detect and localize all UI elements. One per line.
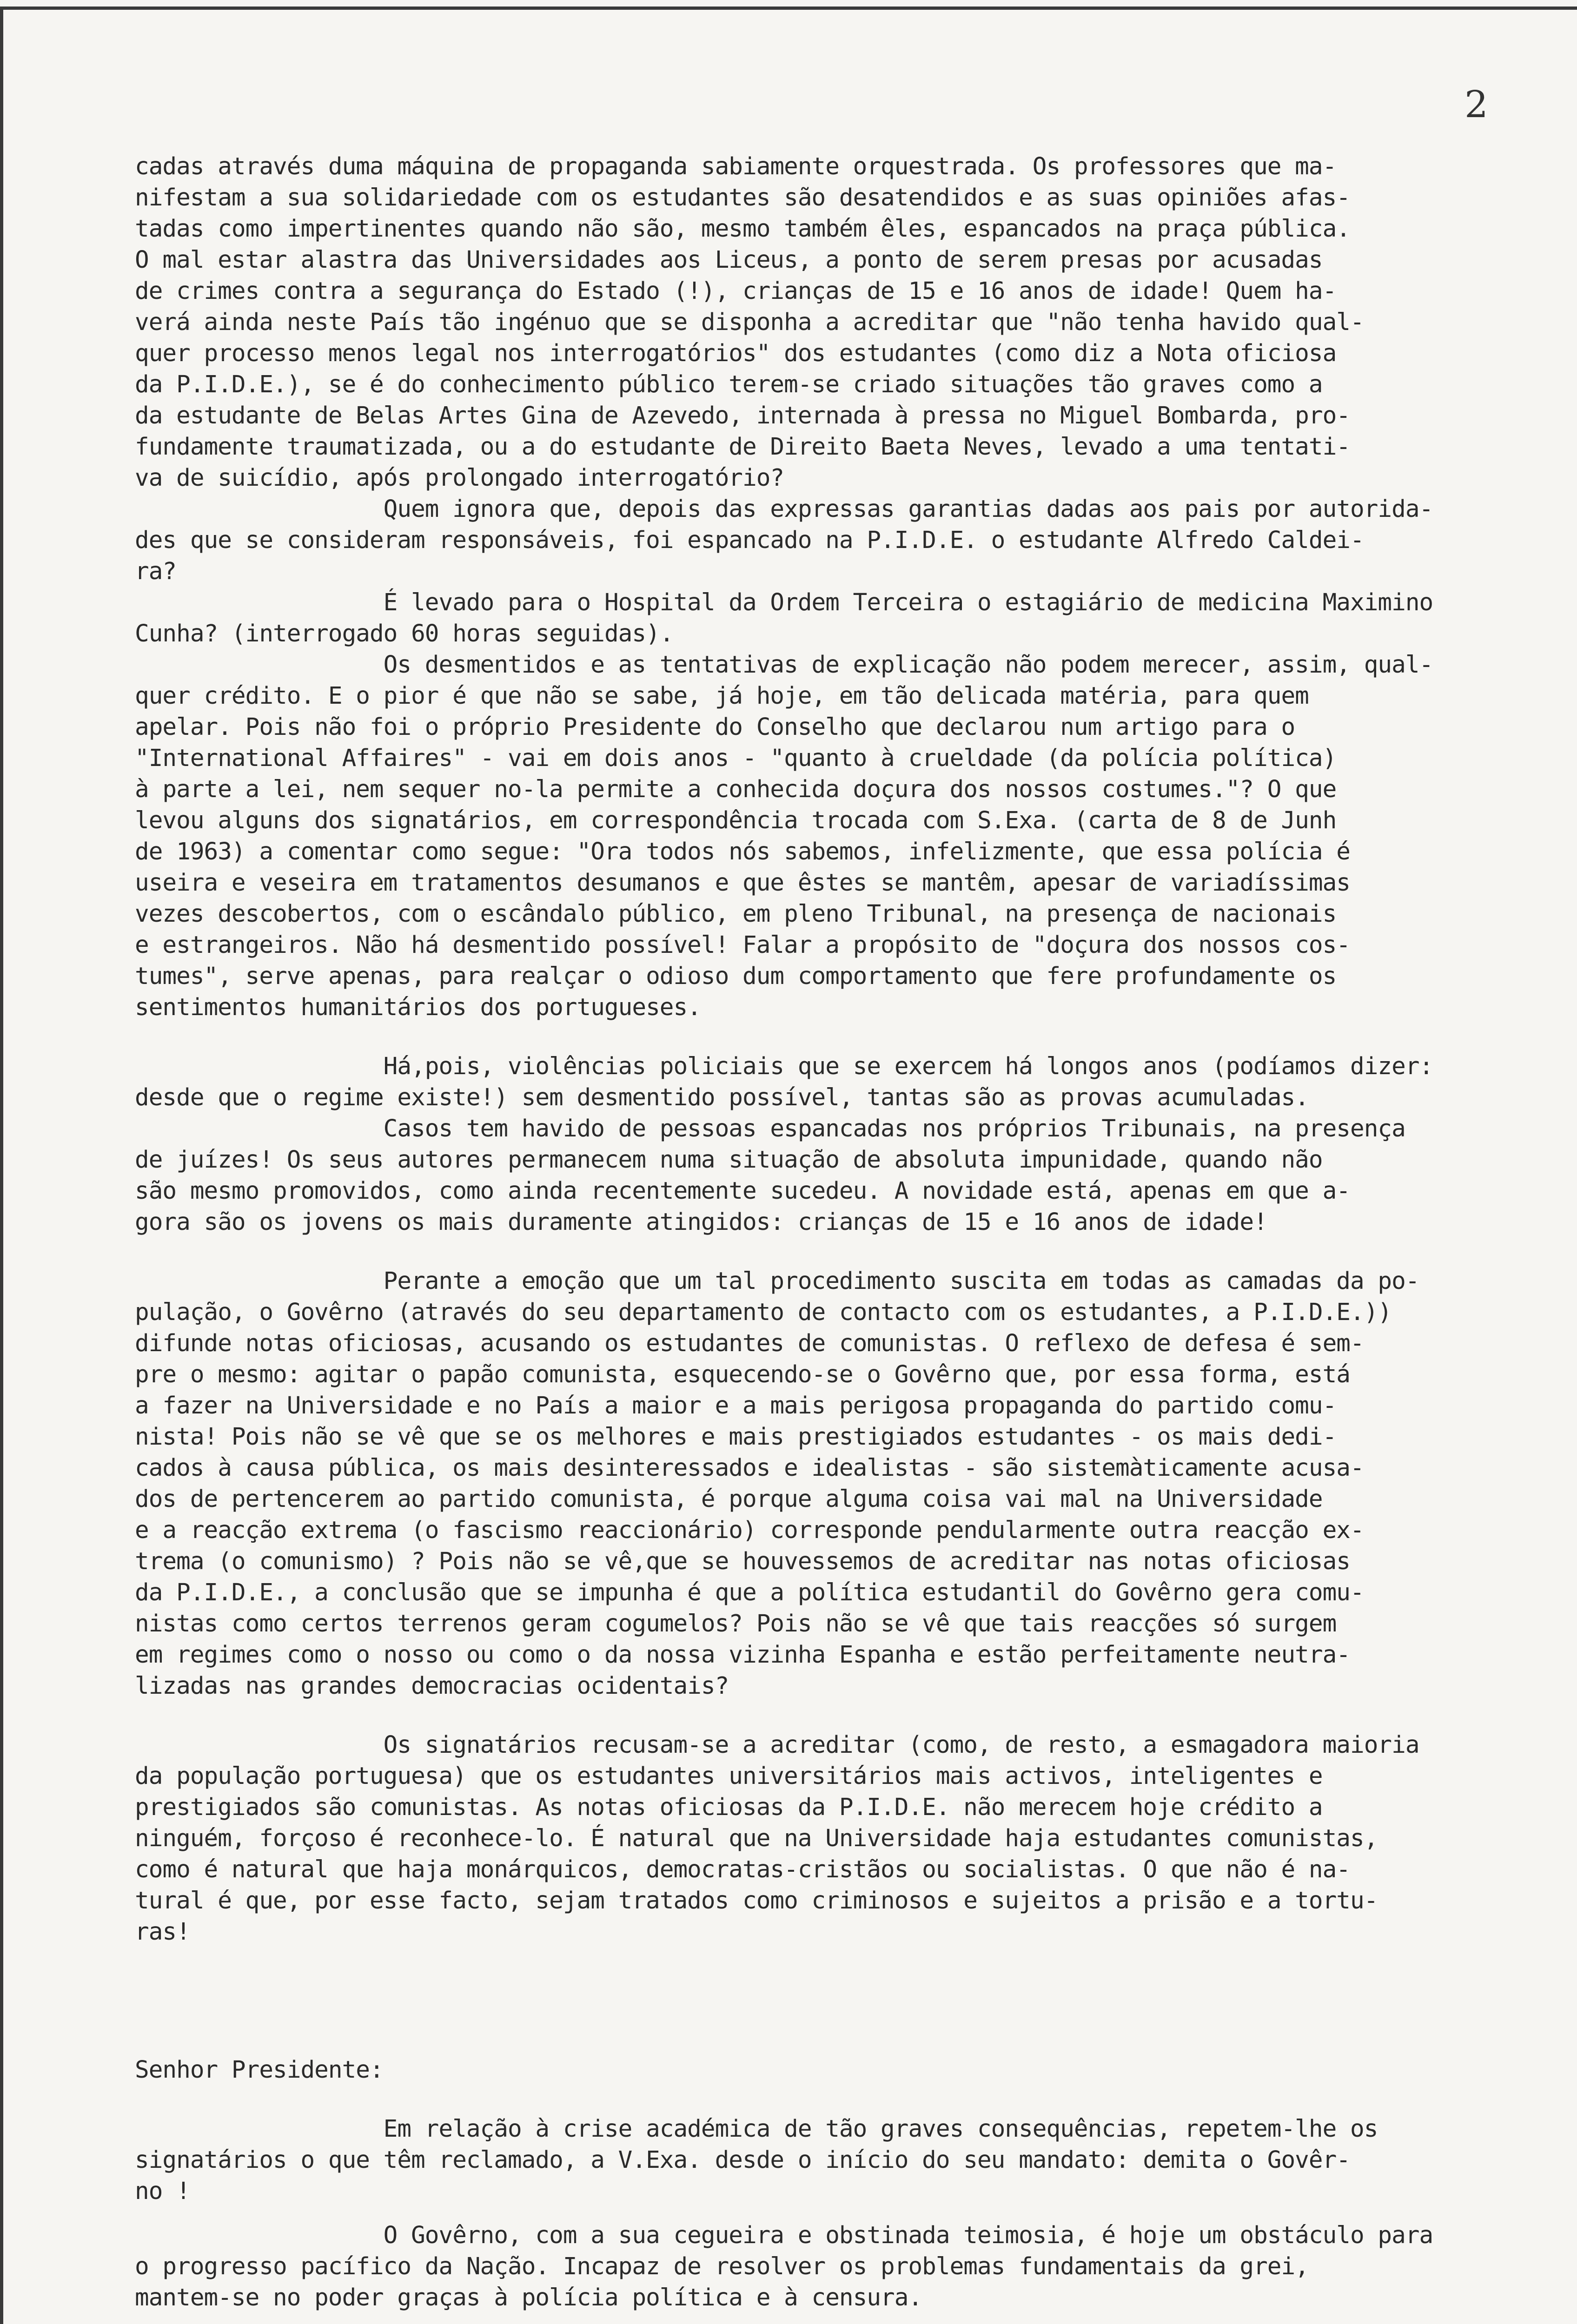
text-line: ras!	[135, 1918, 190, 1946]
text-line: difunde notas oficiosas, acusando os estudantes de comunistas. O reflexo de defesa é sem-	[135, 1330, 1364, 1357]
text-line: gora são os jovens os mais duramente atingidos: crianças de 15 e 16 anos de idade!	[135, 1208, 1267, 1236]
text-line: desde que o regime existe!) sem desmentido possível, tantas são as provas acumuladas.	[135, 1084, 1309, 1111]
text-line: são mesmo promovidos, como ainda recentemente sucedeu. A novidade está, apenas em que a-	[135, 1177, 1351, 1205]
text-line: e a reacção extrema (o fascismo reaccionário) corresponde pendularmente outra reacção ex-	[135, 1517, 1364, 1544]
paragraph	[135, 1730, 1511, 1948]
text-line: cadas através duma máquina de propaganda sabiamente orquestrada. Os professores que ma-	[135, 153, 1337, 180]
text-line: no !	[135, 2178, 190, 2205]
text-line: a fazer na Universidade e no País a maior e a mais perigosa propaganda do partido comu-	[135, 1392, 1337, 1419]
text-line: pulação, o Govêrno (através do seu departamento de contacto com os estudantes, a P.I.D.E.))	[135, 1299, 1392, 1326]
text-line: O mal estar alastra das Universidades aos Liceus, a ponto de serem presas por acusadas	[135, 246, 1323, 274]
text-line: Quem ignora que, depois das expressas garantias dadas aos pais por autorida-	[135, 495, 1433, 523]
text-line: da estudante de Belas Artes Gina de Azevedo, internada à pressa no Miguel Bombarda, pro-	[135, 402, 1351, 429]
text-line: quer processo menos legal nos interrogatórios" dos estudantes (como diz a Nota oficiosa	[135, 340, 1337, 367]
text-line: Há,pois, violências policiais que se exercem há longos anos (podíamos dizer:	[135, 1053, 1433, 1080]
text-line: signatários o que têm reclamado, a V.Exa. desde o início do seu mandato: demita o Govêr-	[135, 2146, 1351, 2174]
text-line: tural é que, por esse facto, sejam tratados como criminosos e sujeitos a prisão e a tortu-	[135, 1887, 1378, 1915]
page-number: 2	[1464, 83, 1488, 126]
text-line: Cunha? (interrogado 60 horas seguidas).	[135, 620, 674, 647]
letter-body	[135, 151, 1511, 2313]
text-line: tadas como impertinentes quando não são, mesmo também êles, espancados na praça pública.	[135, 215, 1351, 243]
text-line: tumes", serve apenas, para realçar o odioso dum comportamento que fere profundamente os	[135, 963, 1337, 990]
text-line: O Govêrno, com a sua cegueira e obstinada teimosia, é hoje um obstáculo para	[135, 2222, 1433, 2249]
text-line: apelar. Pois não foi o próprio Presidente do Conselho que declarou num artigo para o	[135, 713, 1295, 741]
text-line: da população portuguesa) que os estudantes universitários mais activos, inteligentes e	[135, 1763, 1323, 1790]
text-line: ninguém, forçoso é reconhece-lo. É natural que na Universidade haja estudantes comunistas,	[135, 1825, 1378, 1852]
text-line: Perante a emoção que um tal procedimento suscita em todas as camadas da po-	[135, 1268, 1419, 1295]
text-line: Em relação à crise académica de tão graves consequências, repetem-lhe os	[135, 2115, 1378, 2143]
paragraph	[135, 2113, 1511, 2207]
paragraph	[135, 2054, 1511, 2086]
text-line: de juízes! Os seus autores permanecem numa situação de absoluta impunidade, quando não	[135, 1146, 1323, 1174]
text-line: nistas como certos terrenos geram cogumelos? Pois não se vê que tais reacções só surgem	[135, 1610, 1337, 1637]
text-line: vezes descobertos, com o escândalo público, em pleno Tribunal, na presença de nacionais	[135, 900, 1337, 928]
text-line: de 1963) a comentar como segue: "Ora todos nós sabemos, infelizmente, que essa polícia é	[135, 838, 1351, 865]
scan-border-top	[0, 7, 1577, 10]
text-line: sentimentos humanitários dos portugueses.	[135, 994, 701, 1021]
text-line: des que se consideram responsáveis, foi espancado na P.I.D.E. o estudante Alfredo Caldei-	[135, 527, 1364, 554]
text-line: à parte a lei, nem sequer no-la permite a conhecida doçura dos nossos costumes."? O que	[135, 776, 1337, 803]
paragraph-gap	[135, 1702, 1511, 1730]
text-line: da P.I.D.E., a conclusão que se impunha é que a política estudantil do Govêrno gera comu-	[135, 1579, 1364, 1606]
paragraph-gap	[135, 2207, 1511, 2220]
text-line: va de suicídio, após prolongado interrogatório?	[135, 464, 784, 492]
text-line: Senhor Presidente:	[135, 2056, 384, 2084]
text-line: "International Affaires" - vai em dois anos - "quanto à crueldade (da polícia política)	[135, 745, 1337, 772]
text-line: Os desmentidos e as tentativas de explicação não podem merecer, assim, qual-	[135, 651, 1433, 679]
text-line: Os signatários recusam-se a acreditar (como, de resto, a esmagadora maioria	[135, 1731, 1419, 1759]
text-line: quer crédito. E o pior é que não se sabe, já hoje, em tão delicada matéria, para quem	[135, 682, 1309, 710]
text-line: ra?	[135, 558, 177, 585]
scan-border-left	[0, 7, 3, 2324]
paragraph	[135, 1266, 1511, 1702]
text-line: Casos tem havido de pessoas espancadas nos próprios Tribunais, na presença	[135, 1115, 1405, 1142]
text-line: verá ainda neste País tão ingénuo que se disponha a acreditar que "não tenha havido qual-	[135, 309, 1364, 336]
paragraph-gap	[135, 2086, 1511, 2113]
text-line: e estrangeiros. Não há desmentido possível! Falar a propósito de "doçura dos nossos cos-	[135, 931, 1351, 959]
text-line: de crimes contra a segurança do Estado (!), crianças de 15 e 16 anos de idade! Quem ha-	[135, 277, 1337, 305]
paragraph	[135, 1051, 1511, 1238]
text-line: em regimes como o nosso ou como o da nossa vizinha Espanha e estão perfeitamente neutra-	[135, 1641, 1351, 1669]
text-line: o progresso pacífico da Nação. Incapaz de resolver os problemas fundamentais da grei,	[135, 2253, 1309, 2280]
text-line: pre o mesmo: agitar o papão comunista, esquecendo-se o Govêrno que, por essa forma, está	[135, 1361, 1351, 1388]
text-line: prestigiados são comunistas. As notas oficiosas da P.I.D.E. não merecem hoje crédito a	[135, 1794, 1323, 1821]
text-line: lizadas nas grandes democracias ocidentais?	[135, 1672, 729, 1700]
text-line: como é natural que haja monárquicos, democratas-cristãos ou socialistas. O que não é na-	[135, 1856, 1351, 1883]
text-line: fundamente traumatizada, ou a do estudante de Direito Baeta Neves, levado a uma tentati-	[135, 433, 1351, 461]
paragraph	[135, 2220, 1511, 2313]
paragraph-gap	[135, 1238, 1511, 1266]
paragraph	[135, 151, 1511, 1023]
text-line: dos de pertencerem ao partido comunista, é porque alguma coisa vai mal na Universidade	[135, 1486, 1323, 1513]
text-line: mantem-se no poder graças à polícia política e à censura.	[135, 2284, 922, 2311]
text-line: É levado para o Hospital da Ordem Terceira o estagiário de medicina Maximino	[135, 589, 1433, 616]
paragraph-gap	[135, 1023, 1511, 1051]
text-line: useira e veseira em tratamentos desumanos e que êstes se mantêm, apesar de variadíssimas	[135, 869, 1351, 897]
text-line: da P.I.D.E.), se é do conhecimento público terem-se criado situações tão graves como a	[135, 371, 1323, 398]
text-line: cados à causa pública, os mais desinteressados e idealistas - são sistemàticamente acusa-	[135, 1454, 1364, 1482]
text-line: nista! Pois não se vê que se os melhores e mais prestigiados estudantes - os mais dedi-	[135, 1423, 1337, 1451]
text-line: trema (o comunismo) ? Pois não se vê,que se houvessemos de acreditar nas notas oficiosas	[135, 1548, 1351, 1575]
text-line: levou alguns dos signatários, em correspondência trocada com S.Exa. (carta de 8 de Junh	[135, 807, 1337, 834]
text-line: nifestam a sua solidariedade com os estudantes são desatendidos e as suas opiniões afas-	[135, 184, 1351, 211]
paragraph-gap	[135, 1948, 1511, 2054]
